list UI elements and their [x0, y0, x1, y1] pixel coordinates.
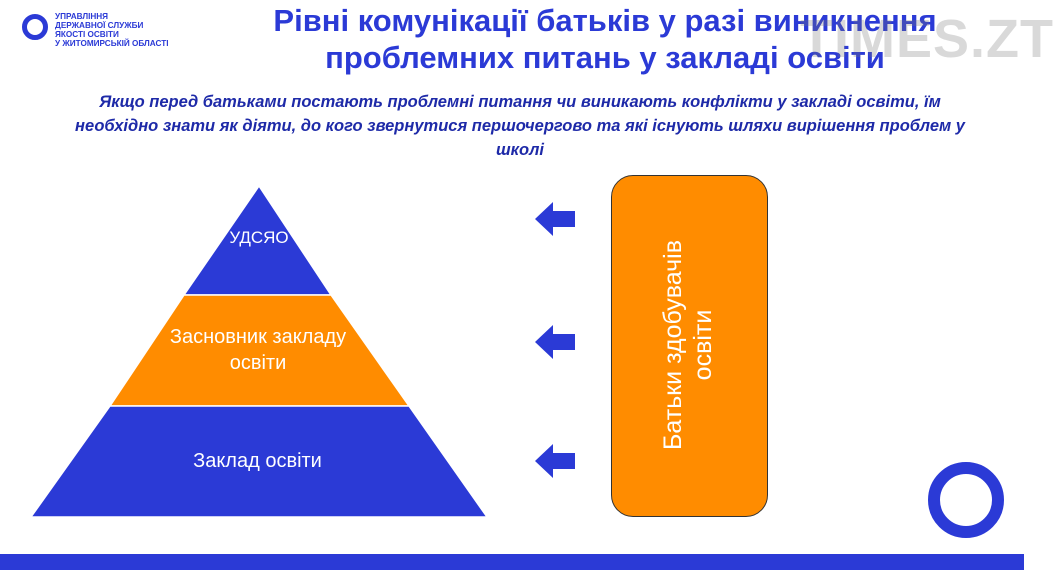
parents-box-label: Батьки здобувачів освіти	[659, 240, 717, 450]
arrow-left-icon	[533, 199, 577, 239]
logo-line-1: УПРАВЛІННЯ	[55, 12, 109, 21]
pyramid-label-founder: Засновник закладу освіти	[169, 326, 347, 374]
pyramid-label-udsyao: УДСЯО	[229, 228, 289, 247]
pyramid-label-school: Заклад освіти	[193, 450, 322, 472]
arrow-left-icon	[533, 441, 577, 481]
logo-line-4: У ЖИТОМИРСЬКІЙ ОБЛАСТІ	[55, 39, 169, 48]
arrow-left-icon	[533, 322, 577, 362]
watermark: TIMES.ZT	[800, 9, 1054, 69]
logo-line-3: ЯКОСТІ ОСВІТИ	[55, 30, 119, 39]
bottom-bar	[0, 554, 1024, 570]
page-title: Рівні комунікації батьків у разі виникнення проблемних питань у закладі освіти	[273, 3, 937, 75]
corner-ring-icon	[928, 462, 1004, 538]
subtitle: Якщо перед батьками постають проблемні питання чи виникають конфлікти у закладі освіти, їм необхідно знати як діяти, до кого звернутися першочергово та які існують шляхи вирішення проблем у школі	[75, 93, 965, 159]
logo-line-2: ДЕРЖАВНОЇ СЛУЖБИ	[55, 21, 144, 30]
